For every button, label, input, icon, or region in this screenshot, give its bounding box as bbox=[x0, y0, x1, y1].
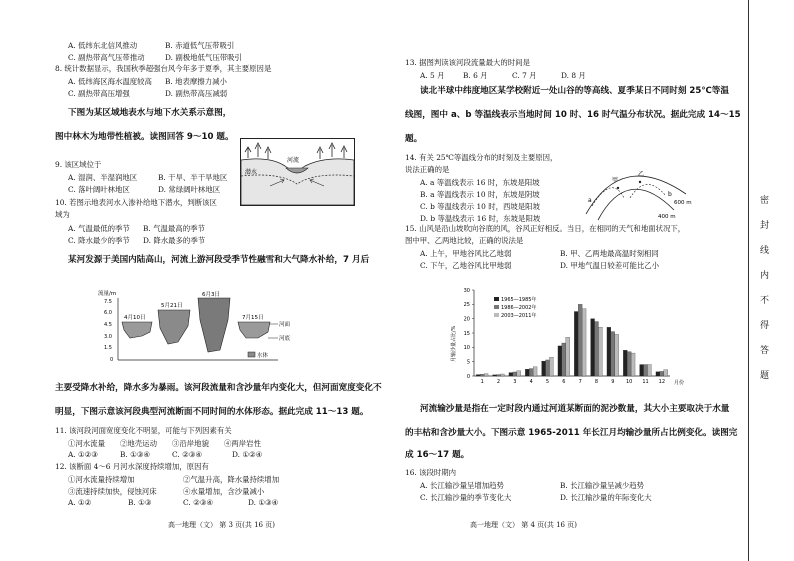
chart-x-tick-label: 5 bbox=[545, 379, 550, 385]
section-water-0410 bbox=[122, 322, 152, 338]
q14-option-d[interactable]: D. b 等温线表示 16 时，东坡是阳坡 bbox=[420, 214, 541, 223]
q15-option-c[interactable]: C. 下午，乙地谷风比甲地弱 bbox=[420, 261, 512, 270]
seal-char: 封 bbox=[760, 221, 770, 231]
q9-option-d[interactable]: D. 常绿阔叶林地区 bbox=[158, 185, 221, 194]
isotherm-a-label: a bbox=[588, 197, 592, 204]
chart-bar bbox=[562, 343, 566, 376]
seal-char: 内 bbox=[760, 271, 770, 281]
legend-entry: 2003—2011年 bbox=[501, 313, 537, 319]
q13-option-a[interactable]: A. 5 月 bbox=[420, 71, 445, 80]
q11-option-b[interactable]: B. ①③④ bbox=[120, 450, 151, 459]
seal-char: 题 bbox=[760, 371, 770, 381]
q11-item-2: ②地壳运动 bbox=[120, 439, 157, 448]
chart-bar bbox=[644, 365, 648, 376]
section-y-tick: 4.5 bbox=[104, 322, 112, 328]
intro-14-15-line3: 题。 bbox=[405, 134, 423, 144]
q11-item-1: ①河水流量 bbox=[68, 439, 105, 448]
q16-option-c[interactable]: C. 长江输沙量的季节变化大 bbox=[420, 493, 512, 502]
chart-bar bbox=[611, 332, 615, 376]
chart-y-tick-label: 25 bbox=[463, 302, 470, 309]
q10-stem-line1: 10. 若图示地表河水入渗补给地下潜水，判断该区 bbox=[55, 198, 217, 207]
q7-option-d[interactable]: D. 副极地低气压带吸引 bbox=[165, 53, 242, 62]
q10-stem-line2: 域为 bbox=[55, 210, 70, 219]
sediment-bar-chart bbox=[448, 284, 688, 389]
intro-14-15-line1: 读北半球中纬度地区某学校附近一处山谷的等高线、夏季某日不同时刻 25℃等温 bbox=[420, 86, 729, 96]
q10-option-c[interactable]: C. 降水最少的季节 bbox=[68, 236, 130, 245]
groundwater-diagram bbox=[240, 138, 355, 206]
chart-bar bbox=[595, 322, 599, 376]
chart-bar bbox=[574, 312, 578, 377]
chart-bar bbox=[480, 374, 484, 376]
intro-14-15-line2: 线图，图中 a、b 等温线表示当地时间 10 时、16 时气温分布状况。据此完成 14～15 bbox=[405, 110, 741, 120]
q7-option-a[interactable]: A. 低纬东北信风推动 bbox=[68, 41, 138, 50]
page-footer-left: 高一地理（文） 第 3 页(共 16 页) bbox=[168, 521, 275, 529]
q12-item-2: ②气温升高，降水量持续增加 bbox=[183, 475, 280, 484]
q16-option-b[interactable]: B. 长江输沙量呈减少趋势 bbox=[560, 481, 645, 490]
point-jia: 甲 bbox=[612, 177, 619, 184]
chart-bar bbox=[578, 304, 582, 376]
intro-9-10-line2: 图中林木为地带性植被。读图回答 9～10 题。 bbox=[55, 132, 234, 142]
chart-y-tick-label: 30 bbox=[463, 287, 470, 294]
point-yi: 乙 bbox=[638, 171, 645, 178]
chart-bar bbox=[656, 372, 660, 376]
chart-bar bbox=[500, 374, 504, 376]
q12-stem: 12. 该断面 4～6 月河水深度持续增加，原因有 bbox=[55, 462, 209, 471]
legend-swatch bbox=[494, 297, 499, 301]
chart-bar bbox=[640, 365, 644, 376]
diagram-label-river: 河流 bbox=[287, 157, 300, 164]
contour-label-600: 600 m bbox=[674, 200, 692, 206]
section-date: 6月3日 bbox=[202, 292, 220, 298]
chart-bar bbox=[598, 327, 602, 376]
seal-char: 不 bbox=[760, 296, 770, 306]
isotherm-a bbox=[592, 188, 624, 206]
chart-x-tick-label: 8 bbox=[594, 379, 599, 385]
q8-option-a[interactable]: A. 低纬海区海水温度较高 bbox=[68, 77, 152, 86]
intro-11-13-line2: 主要受降水补给，降水多为暴雨。该河段流量和含沙量年内变化大，但河面宽度变化不 bbox=[55, 383, 382, 393]
section-y-tick: 7.5 bbox=[104, 299, 112, 305]
chart-bar bbox=[615, 334, 619, 376]
chart-x-tick-label: 7 bbox=[578, 379, 582, 385]
chart-x-tick-label: 2 bbox=[496, 379, 501, 385]
q9-stem: 9. 该区域位于 bbox=[55, 160, 102, 169]
q7-option-b[interactable]: B. 赤道低气压带吸引 bbox=[165, 41, 235, 50]
seal-char: 线 bbox=[760, 246, 770, 256]
chart-bar bbox=[566, 337, 570, 376]
q14-stem-line1: 14. 有关 25℃等温线分布的时刻及主要原因， bbox=[405, 153, 558, 162]
section-date: 5月21日 bbox=[161, 303, 183, 309]
q12-item-4: ④水量增加，含沙量减小 bbox=[183, 487, 265, 496]
chart-x-tick-label: 4 bbox=[529, 379, 533, 385]
seal-char: 密 bbox=[760, 196, 770, 206]
page-footer-right: 高一地理（文） 第 4 页(共 16 页) bbox=[470, 521, 577, 529]
seal-char: 答 bbox=[760, 346, 770, 356]
chart-bar bbox=[542, 361, 546, 376]
section-water-0715 bbox=[238, 322, 270, 338]
q13-option-b[interactable]: B. 6 月 bbox=[463, 71, 488, 80]
q10-option-b[interactable]: B. 气温最高的季节 bbox=[143, 224, 205, 233]
chart-y-tick-label: 15 bbox=[463, 330, 470, 337]
q14-stem-line2: 说法正确的是 bbox=[405, 165, 450, 174]
q10-option-a[interactable]: A. 气温最低的季节 bbox=[68, 224, 130, 233]
q8-option-b[interactable]: B. 地表摩擦力减小 bbox=[165, 77, 227, 86]
chart-x-tick-label: 10 bbox=[625, 379, 633, 385]
q12-option-d[interactable]: D. ①③④ bbox=[248, 498, 279, 507]
q11-option-a[interactable]: A. ①②③ bbox=[68, 450, 98, 459]
q12-option-c[interactable]: C. ②③④ bbox=[183, 498, 213, 507]
chart-x-tick-label: 9 bbox=[611, 379, 615, 385]
q11-stem: 11. 该河段河面宽度变化不明显，可能与下列因素有关 bbox=[55, 426, 232, 435]
legend-swatch bbox=[494, 313, 499, 317]
isotherm-b-label: b bbox=[668, 191, 672, 198]
section-y-tick: 3.0 bbox=[104, 334, 112, 340]
q14-option-c[interactable]: C. b 等温线表示 10 时，西坡是阳坡 bbox=[420, 202, 540, 211]
chart-bar bbox=[493, 375, 497, 376]
q7-option-c[interactable]: C. 副热带高气压带推动 bbox=[68, 53, 145, 62]
section-legend-water: 水体 bbox=[257, 353, 269, 359]
section-legend-surface: 河面 bbox=[279, 322, 291, 328]
chart-bar bbox=[497, 375, 501, 376]
q9-option-c[interactable]: C. 落叶阔叶林地区 bbox=[68, 185, 130, 194]
q13-option-c[interactable]: C. 7 月 bbox=[512, 71, 537, 80]
chart-bar bbox=[591, 319, 595, 376]
intro-16-17-line1: 河流输沙量是指在一定时段内通过河道某断面的泥沙数量，其大小主要取决于水量 bbox=[420, 404, 730, 414]
q8-option-c[interactable]: C. 副热带高压增强 bbox=[68, 89, 130, 98]
chart-bar bbox=[546, 360, 550, 376]
q11-item-4: ④两岸岩性 bbox=[224, 439, 261, 448]
intro-11-13-line1: 某河发源于美国内陆高山，河流上游河段受季节性融雪和大气降水补给，7 月后 bbox=[68, 255, 370, 265]
section-y-tick: 6.0 bbox=[104, 310, 112, 316]
q11-option-c[interactable]: C. ②③④ bbox=[172, 450, 202, 459]
q16-option-d[interactable]: D. 长江输沙量的年际变化大 bbox=[560, 493, 652, 502]
chart-bar bbox=[558, 346, 562, 376]
section-y-tick: 1.5 bbox=[104, 345, 112, 351]
q15-option-b[interactable]: B. 甲、乙两地最高温时刻相同 bbox=[560, 249, 659, 258]
q10-option-d[interactable]: D. 降水最多的季节 bbox=[143, 236, 206, 245]
q12-item-1: ①河水流量持续增加 bbox=[68, 475, 135, 484]
chart-bar bbox=[476, 375, 480, 376]
seal-char: 得 bbox=[760, 321, 770, 331]
chart-bar bbox=[664, 370, 668, 376]
legend-entry: 1986—2002年 bbox=[501, 305, 537, 311]
q13-option-d[interactable]: D. 8 月 bbox=[561, 71, 586, 80]
q15-option-d[interactable]: D. 甲地气温日较差可能比乙小 bbox=[560, 261, 660, 270]
q9-option-a[interactable]: A. 湿润、半湿润地区 bbox=[68, 173, 138, 182]
chart-bar bbox=[513, 372, 517, 376]
chart-x-tick-label: 3 bbox=[513, 379, 517, 385]
chart-bar bbox=[484, 374, 488, 376]
river-section-chart bbox=[98, 286, 298, 366]
chart-bar bbox=[647, 365, 651, 376]
chart-bar bbox=[623, 350, 627, 376]
q8-option-d[interactable]: D. 副热带高压减弱 bbox=[165, 89, 228, 98]
chart-y-label: 月输沙量占比/% bbox=[451, 325, 457, 362]
q16-option-a[interactable]: A. 长江输沙量呈增加趋势 bbox=[420, 481, 504, 490]
legend-swatch bbox=[494, 305, 499, 309]
section-date: 4月10日 bbox=[124, 315, 146, 321]
q12-option-b[interactable]: B. ①③ bbox=[128, 498, 152, 507]
q8-stem: 8. 统计数据显示，我国秋季超强台风今年多于夏季，其主要原因是 bbox=[55, 64, 272, 73]
chart-y-tick-label: 5 bbox=[466, 359, 470, 366]
q14-option-a[interactable]: A. a 等温线表示 16 时，东坡是阳坡 bbox=[420, 178, 540, 187]
chart-bar bbox=[517, 371, 521, 376]
chart-bar bbox=[549, 357, 553, 376]
chart-x-tick-label: 12 bbox=[658, 379, 666, 385]
q15-stem-line2: 图中甲、乙两地比较，正确的说法是 bbox=[405, 236, 524, 245]
q15-option-a[interactable]: A. 上午，甲地谷风比乙地弱 bbox=[420, 249, 512, 258]
chart-x-tick-label: 11 bbox=[642, 379, 649, 385]
q11-item-3: ③沿岸地貌 bbox=[172, 439, 209, 448]
section-legend-bed: 河底 bbox=[279, 336, 291, 342]
chart-y-tick-label: 0 bbox=[466, 373, 470, 380]
chart-bar bbox=[660, 371, 664, 376]
chart-bar bbox=[509, 373, 513, 376]
chart-x-label: 月份 bbox=[674, 380, 685, 386]
chart-y-tick-label: 20 bbox=[463, 316, 470, 323]
section-date: 7月15日 bbox=[242, 315, 264, 321]
q9-option-b[interactable]: B. 干旱、半干旱地区 bbox=[158, 173, 228, 182]
q15-stem-line1: 15. 山风是沿山坡吹向谷底的风，谷风正好相反。当日，在相同的天气和地面状况下， bbox=[405, 224, 686, 233]
section-water-0603 bbox=[198, 298, 230, 352]
q12-option-a[interactable]: A. ①② bbox=[68, 498, 92, 507]
section-water-0521 bbox=[158, 310, 190, 344]
chart-y-tick-label: 10 bbox=[463, 345, 470, 352]
intro-9-10-line1: 下图为某区域地表水与地下水关系示意图， bbox=[68, 108, 232, 118]
section-y-tick: 0 bbox=[110, 357, 114, 363]
section-y-label: 流量/m bbox=[98, 291, 117, 297]
q14-option-b[interactable]: B. a 等温线表示 10 时，东坡是阴坡 bbox=[420, 190, 540, 199]
q12-item-3: ③流速持续加快，侵蚀河床 bbox=[68, 487, 157, 496]
contour-label-400: 400 m bbox=[658, 214, 676, 220]
chart-bar bbox=[607, 327, 611, 376]
q16-stem: 16. 该段时期内 bbox=[405, 468, 457, 477]
chart-bar bbox=[582, 309, 586, 376]
intro-16-17-line3: 成 16～17 题。 bbox=[405, 450, 470, 460]
chart-bar bbox=[525, 369, 529, 376]
intro-11-13-line3: 明显，下图示意该河段典型河流断面不同时间的水体形态。据此完成 11～13 题。 bbox=[55, 407, 369, 417]
chart-bar bbox=[631, 353, 635, 376]
chart-bar bbox=[529, 369, 533, 376]
chart-x-tick-label: 6 bbox=[562, 379, 566, 385]
valley-contour-diagram bbox=[578, 152, 703, 224]
legend-entry: 1965—1985年 bbox=[501, 297, 537, 303]
chart-x-tick-label: 1 bbox=[480, 379, 484, 385]
chart-bar bbox=[533, 367, 537, 376]
q11-option-d[interactable]: D. ①②④ bbox=[232, 450, 263, 459]
seal-line bbox=[748, 0, 749, 561]
chart-bar bbox=[627, 352, 631, 376]
diagram-label-phreatic: 潜水 bbox=[245, 169, 258, 176]
intro-16-17-line2: 的丰枯和含沙量大小。下图示意 1965-2011 年长江月均输沙量所占比例变化。读图完 bbox=[405, 428, 738, 438]
q13-stem: 13. 据图判读该河段流量最大的时间是 bbox=[405, 58, 530, 67]
